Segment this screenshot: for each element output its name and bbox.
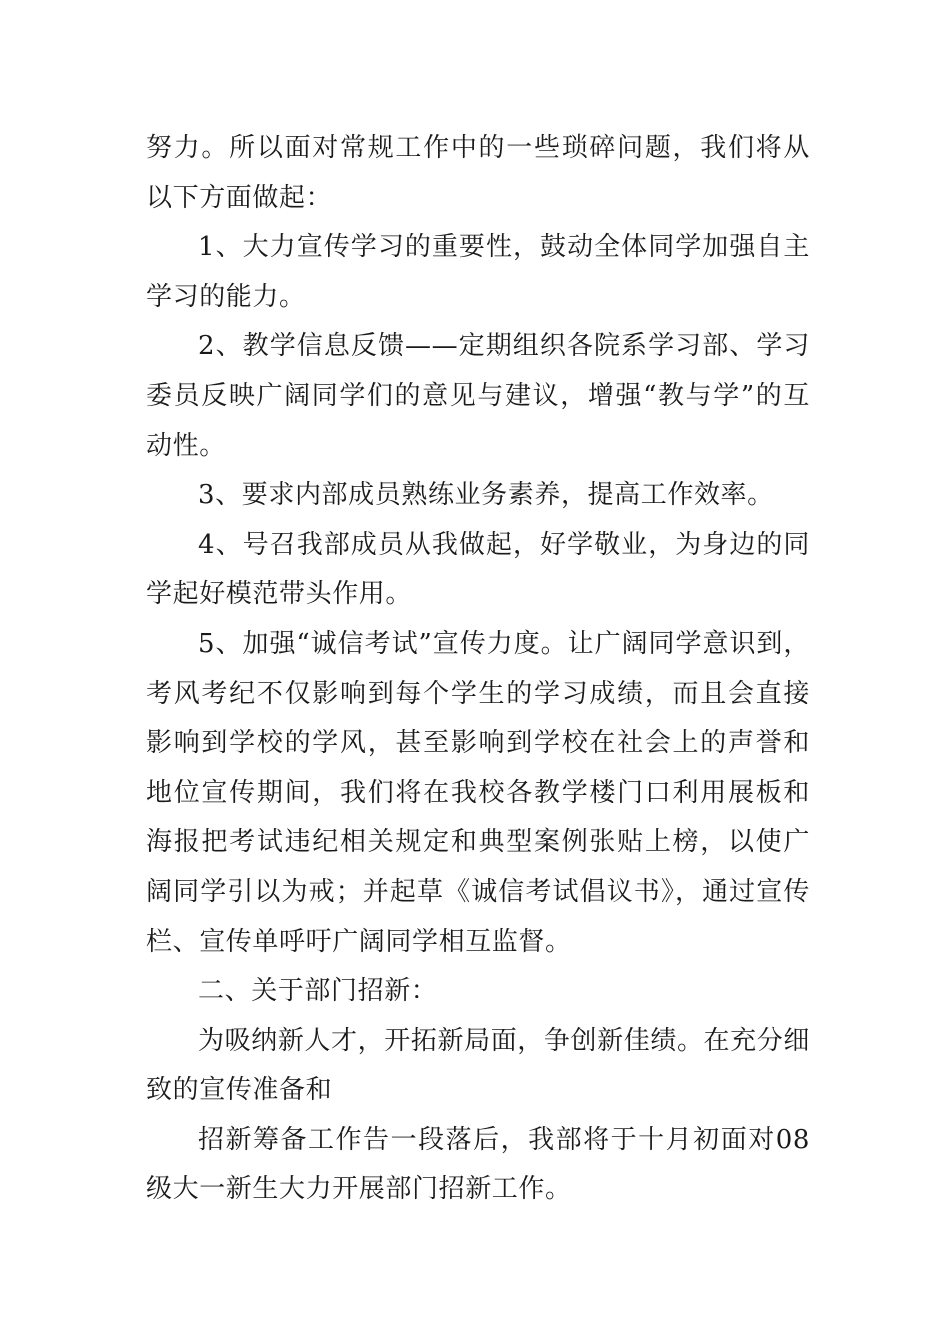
paragraph-continuation: 努力。所以面对常规工作中的一些琐碎问题，我们将从以下方面做起： [146,133,810,213]
paragraph-recruit-intro: 为吸纳新人才，开拓新局面，争创新佳绩。在充分细致的宣传准备和 [146,1025,810,1106]
document-body [146,124,810,1215]
paragraph-item-3: 3、要求内部成员熟练业务素养，提高工作效率。 [198,480,774,511]
paragraph-item-5: 5、加强“诚信考试”宣传力度。让广阔同学意识到，考风考纪不仅影响到每个学生的学习成绩，而且会直接影响到学校的学风，甚至影响到学校在社会上的声誉和地位宣传期间，我们将在我校各教学楼门口利用展板和海报把考试违纪相关规定和典型案例张贴上榜，以使广阔同学引以为戒；并起草《诚信考试倡议书》，通过宣传栏、宣传单呼吁广阔同学相互监督。 [146,628,810,957]
section-heading-recruitment: 二、关于部门招新： [198,976,438,1007]
paragraph-item-1: 1、大力宣传学习的重要性，鼓动全体同学加强自主学习的能力。 [146,232,810,312]
paragraph-item-2: 2、教学信息反馈——定期组织各院系学习部、学习委员反映广阔同学们的意见与建议，增强“教与学”的互动性。 [146,331,810,461]
paragraph-item-4: 4、号召我部成员从我做起，好学敬业，为身边的同学起好模范带头作用。 [146,529,810,610]
paragraph-recruit-plan: 招新筹备工作告一段落后，我部将于十月初面对08级大一新生大力开展部门招新工作。 [146,1124,810,1205]
